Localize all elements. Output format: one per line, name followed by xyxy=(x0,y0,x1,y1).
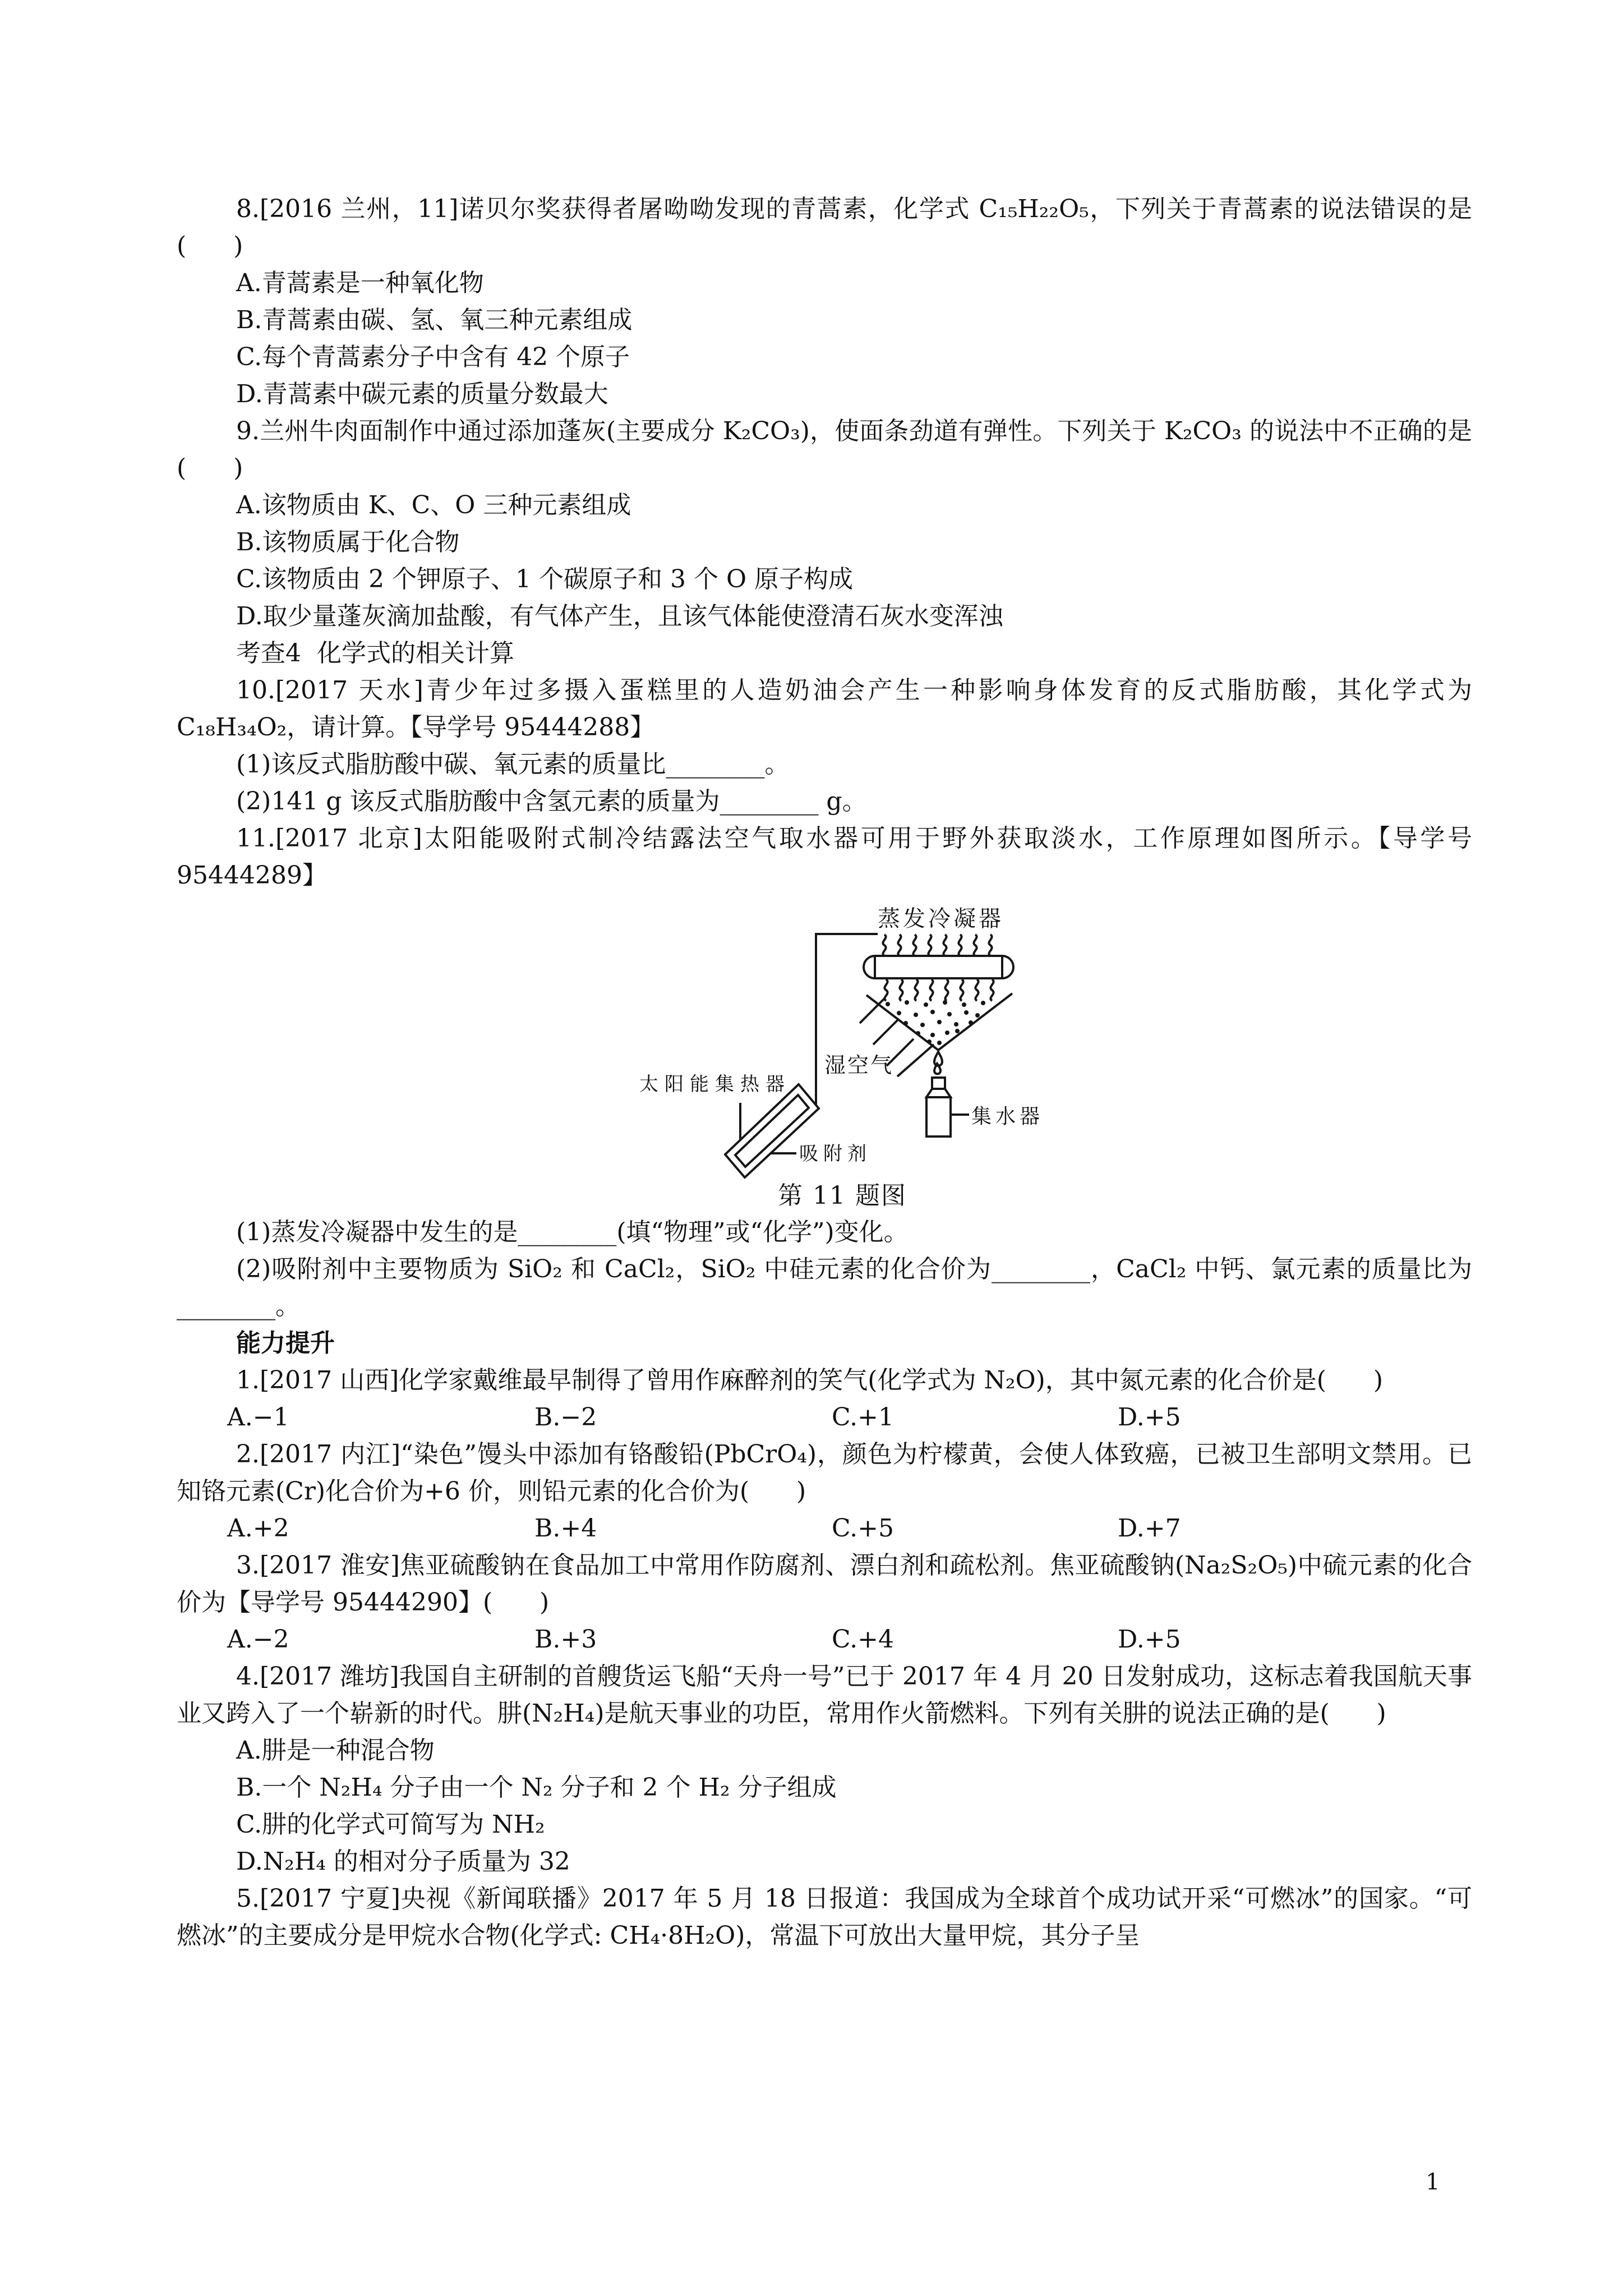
q2-options-c: C.+5 xyxy=(832,1514,894,1543)
q1-options-c: C.+1 xyxy=(832,1403,894,1432)
question-2: 2.[2017 内江]“染色”馒头中添加有铬酸铅(PbCrO₄)，颜色为柠檬黄，会使人体致癌，已被卫生部明文禁用。已知铬元素(Cr)化合价为+6 价，则铅元素的化合价为( ) xyxy=(177,1440,1472,1506)
q4-option-d: D.N₂H₄ 的相对分子质量为 32 xyxy=(236,1847,570,1876)
question-4: 4.[2017 潍坊]我国自主研制的首艘货运飞船“天舟一号”已于 2017 年 4 月 20 日发射成功，这标志着我国航天事业又跨入了一个崭新的时代。肼(N₂H₄)是航天事业的功臣，常用作火箭燃料。下列有关肼的说法正确的是( ) xyxy=(177,1662,1472,1728)
q9-option-a: A.该物质由 K、C、O 三种元素组成 xyxy=(236,491,631,519)
condenser-capsule xyxy=(864,956,1013,978)
q4-option-c: C.肼的化学式可简写为 NH₂ xyxy=(236,1810,545,1839)
condenser-steam-lines-bottom xyxy=(884,979,993,1001)
q11-blank-2: (2)吸附剂中主要物质为 SiO₂ 和 CaCl₂，SiO₂ 中硅元素的化合价为________，CaCl₂ 中钙、氯元素的质量比为________。 xyxy=(177,1255,1472,1320)
q4-option-a: A.肼是一种混合物 xyxy=(236,1736,435,1765)
question-9: 9.兰州牛肉面制作中通过添加蓬灰(主要成分 K₂CO₃)，使面条劲道有弹性。下列关于 K₂CO₃ 的说法中不正确的是( ) xyxy=(177,417,1472,482)
q3-options-d: D.+5 xyxy=(1118,1625,1181,1654)
adsorbent-label: 吸附剂 xyxy=(799,1143,872,1165)
question-1: 1.[2017 山西]化学家戴维最早制得了曾用作麻醉剂的笑气(化学式为 N₂O)，其中氮元素的化合价是( ) xyxy=(236,1366,1384,1395)
q9-option-d: D.取少量蓬灰滴加盐酸，有气体产生，且该气体能使澄清石灰水变浑浊 xyxy=(236,602,1003,631)
q1-options-a: A.−1 xyxy=(227,1403,289,1432)
question-8: 8.[2016 兰州，11]诺贝尔奖获得者屠呦呦发现的青蒿素，化学式 C₁₅H₂₂O₅，下列关于青蒿素的说法错误的是( ) xyxy=(177,195,1472,260)
question-10: 10.[2017 天水]青少年过多摄入蛋糕里的人造奶油会产生一种影响身体发育的反式脂肪酸，其化学式为 C₁₈H₃₄O₂，请计算。【导学号 95444288】 xyxy=(177,676,1472,742)
q1-options-b: B.−2 xyxy=(534,1403,597,1432)
q3-options xyxy=(227,1621,1472,1658)
q8-option-b: B.青蒿素由碳、氢、氧三种元素组成 xyxy=(236,306,633,334)
document-body xyxy=(177,191,1472,1954)
section-after-figure xyxy=(177,1214,1472,1954)
q2-options-a: A.+2 xyxy=(227,1514,289,1543)
q1-options xyxy=(227,1399,1472,1436)
q8-option-c: C.每个青蒿素分子中含有 42 个原子 xyxy=(236,343,630,371)
question-5: 5.[2017 宁夏]央视《新闻联播》2017 年 5 月 18 日报道：我国成为全球首个成功试开采“可燃冰”的国家。“可燃冰”的主要成分是甲烷水合物(化学式: CH₄·8H₂O)，常温下可放出大量甲烷，其分子呈 xyxy=(177,1884,1472,1950)
q9-option-c: C.该物质由 2 个钾原子、1 个碳原子和 3 个 O 原子构成 xyxy=(236,565,854,593)
q9-option-b: B.该物质属于化合物 xyxy=(236,528,460,556)
moist-air-label: 湿空气 xyxy=(824,1053,894,1078)
q2-options xyxy=(227,1510,1472,1547)
section-before-figure xyxy=(177,191,1472,894)
exam-point-heading: 考查4 化学式的相关计算 xyxy=(236,639,514,668)
q8-option-a: A.青蒿素是一种氧化物 xyxy=(236,269,484,297)
pipe xyxy=(816,934,878,1105)
ability-heading: 能力提升 xyxy=(236,1329,335,1358)
q11-figure-block xyxy=(177,894,1472,1214)
page-number: 1 xyxy=(1426,2169,1440,2195)
water-drop-icons xyxy=(934,1052,942,1074)
q3-options-a: A.−2 xyxy=(227,1625,289,1654)
q10-blank-1: (1)该反式脂肪酸中碳、氧元素的质量比________。 xyxy=(236,750,790,779)
question-11: 11.[2017 北京]太阳能吸附式制冷结露法空气取水器可用于野外获取淡水，工作原理如图所示。【导学号 95444289】 xyxy=(177,824,1472,890)
q2-options-d: D.+7 xyxy=(1118,1514,1181,1543)
condenser-steam-lines-top xyxy=(883,935,992,956)
question-3: 3.[2017 淮安]焦亚硫酸钠在食品加工中常用作防腐剂、漂白剂和疏松剂。焦亚硫酸钠(Na₂S₂O₅)中硫元素的化合价为【导学号 95444290】( ) xyxy=(177,1551,1472,1617)
q11-figure xyxy=(631,894,1057,1214)
q10-blank-2: (2)141 g 该反式脂肪酸中含氢元素的质量为________ g。 xyxy=(236,787,867,816)
q4-option-b: B.一个 N₂H₄ 分子由一个 N₂ 分子和 2 个 H₂ 分子组成 xyxy=(236,1773,837,1802)
water-collector-label: 集水器 xyxy=(971,1105,1044,1128)
q8-option-d: D.青蒿素中碳元素的质量分数最大 xyxy=(236,380,608,408)
water-bottle xyxy=(926,1078,969,1137)
q3-options-c: C.+4 xyxy=(832,1625,894,1654)
q2-options-b: B.+4 xyxy=(534,1514,597,1543)
solar-collector-label: 太阳能集热器 xyxy=(639,1073,791,1096)
q11-blank-1: (1)蒸发冷凝器中发生的是________(填“物理”或“化学”)变化。 xyxy=(236,1218,909,1246)
figure-caption: 第 11 题图 xyxy=(778,1181,907,1210)
q3-options-b: B.+3 xyxy=(534,1625,597,1654)
condensate-dots xyxy=(886,1000,985,1045)
q1-options-d: D.+5 xyxy=(1118,1403,1181,1432)
condenser-label: 蒸发冷凝器 xyxy=(878,906,1004,932)
